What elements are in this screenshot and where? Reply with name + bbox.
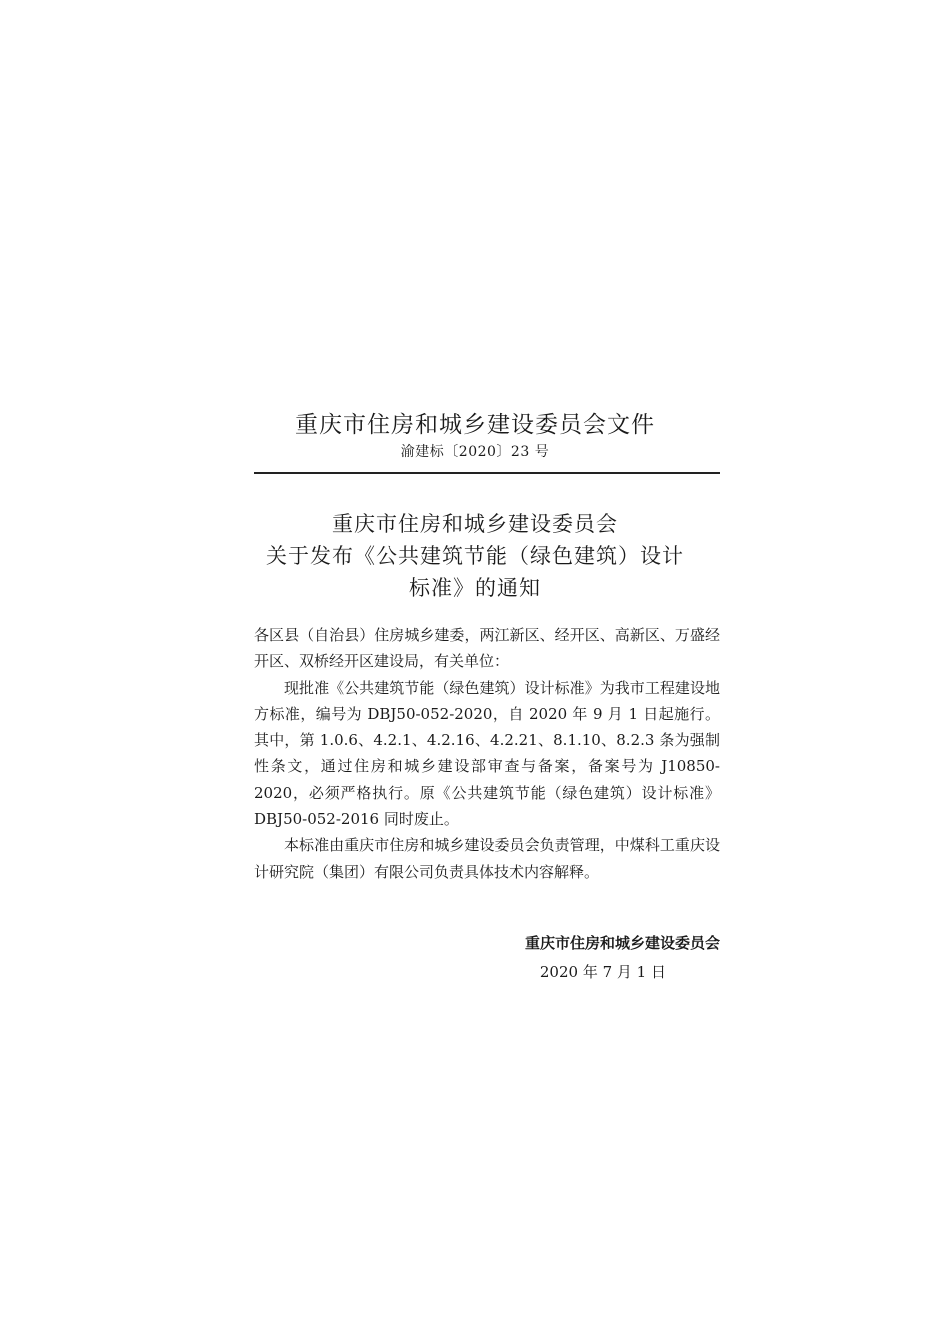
notice-title-line: 标准》的通知 [409,576,541,600]
notice-title [0,508,950,604]
notice-title-line: 重庆市住房和城乡建设委员会 [332,512,618,536]
management-paragraph: 本标准由重庆市住房和城乡建设委员会负责管理，中煤科工重庆设计研究院（集团）有限公司负责具体技术内容解释。 [254,836,720,881]
signature-date: 2020 年 7 月 1 日 [539,963,666,981]
notice-title-line: 关于发布《公共建筑节能（绿色建筑）设计 [266,544,684,568]
notice-body [254,622,720,885]
signature-organization: 重庆市住房和城乡建设委员会 [524,934,720,952]
addressee-paragraph: 各区县（自治县）住房城乡建委，两江新区、经开区、高新区、万盛经开区、双桥经开区建设局，有关单位： [254,626,720,671]
header-divider [254,472,720,474]
issuer-header: 重庆市住房和城乡建设委员会文件 [295,412,655,438]
document-number: 渝建标〔2020〕23 号 [400,444,550,460]
approval-paragraph: 现批准《公共建筑节能（绿色建筑）设计标准》为我市工程建设地方标准，编号为 DBJ50-052-2020，自 2020 年 9 月 1 日起施行。其中，第 1.0.6、4.2.1、4.2.16、4.2.21、8.1.10、8.2.3 条为强制性条文，通过住房和城乡建设部审查与备案，备案号为 J10850-2020，必须严格执行。原《公共建筑节能（绿色建筑）设计标准》DBJ50-052-2016 同时废止。 [254,678,720,829]
